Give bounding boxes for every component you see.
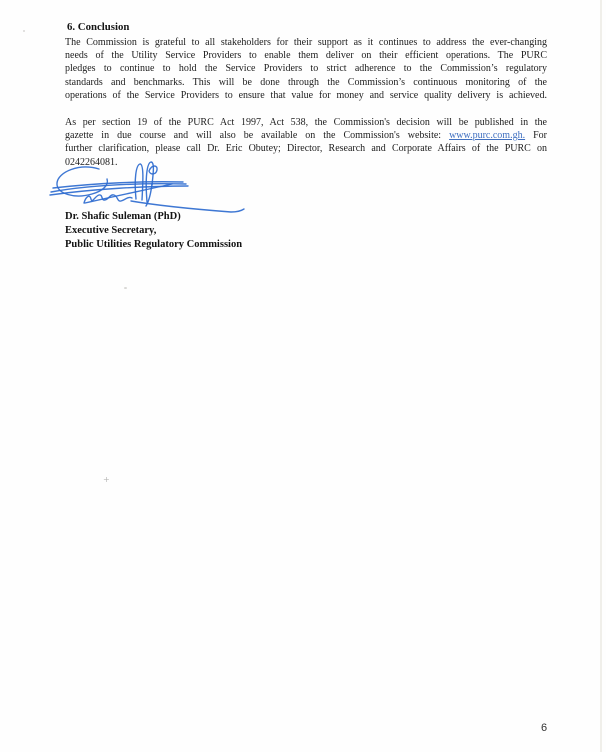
text-line: standards and benchmarks. This will be done through the Commission’s continuous monitoring of the xyxy=(65,76,547,88)
scan-speck xyxy=(23,30,25,32)
page-content xyxy=(65,21,547,252)
page-number: 6 xyxy=(541,722,548,734)
scan-speck xyxy=(124,287,127,289)
text-line-with-link xyxy=(65,129,547,142)
scan-edge-artifact xyxy=(600,0,602,752)
text-line: The Commission is grateful to all stakeholders for their support as it continues to address the ever-changing xyxy=(65,37,547,48)
section-heading: 6. Conclusion xyxy=(67,21,130,33)
text-line: As per section 19 of the PURC Act 1997, Act 538, the Commission's decision will be published in the xyxy=(65,116,547,128)
signatory-block xyxy=(65,210,547,252)
paragraph-gap xyxy=(65,102,547,116)
text-segment: For xyxy=(525,130,547,142)
text-line: pledges to continue to hold the Service Providers to strict adherence to the Commission’s regulatory xyxy=(65,63,547,75)
purc-website-link[interactable]: www.purc.com.gh. xyxy=(449,130,526,142)
signatory-organization: Public Utilities Regulatory Commission xyxy=(65,238,243,250)
text-line: needs of the Utility Service Providers to enable them deliver on their efficient operations. The PURC xyxy=(65,50,547,62)
scan-plus-artifact: + xyxy=(103,475,110,484)
text-line: operations of the Service Providers to ensure that value for money and service quality delivery is achieved. xyxy=(65,89,547,101)
text-segment: gazette in due course and will also be available on the Commission's website: xyxy=(65,130,450,142)
signature-space xyxy=(65,169,547,210)
paragraph-conclusion xyxy=(65,36,547,102)
signatory-name: Dr. Shafic Suleman (PhD) xyxy=(65,210,181,222)
signatory-title: Executive Secretary, xyxy=(65,224,157,236)
paragraph-publication xyxy=(65,116,547,169)
text-line: further clarification, please call Dr. Eric Obutey; Director, Research and Corporate Affairs of the PURC on xyxy=(65,143,547,155)
phone-number-line: 0242264081. xyxy=(65,156,118,168)
